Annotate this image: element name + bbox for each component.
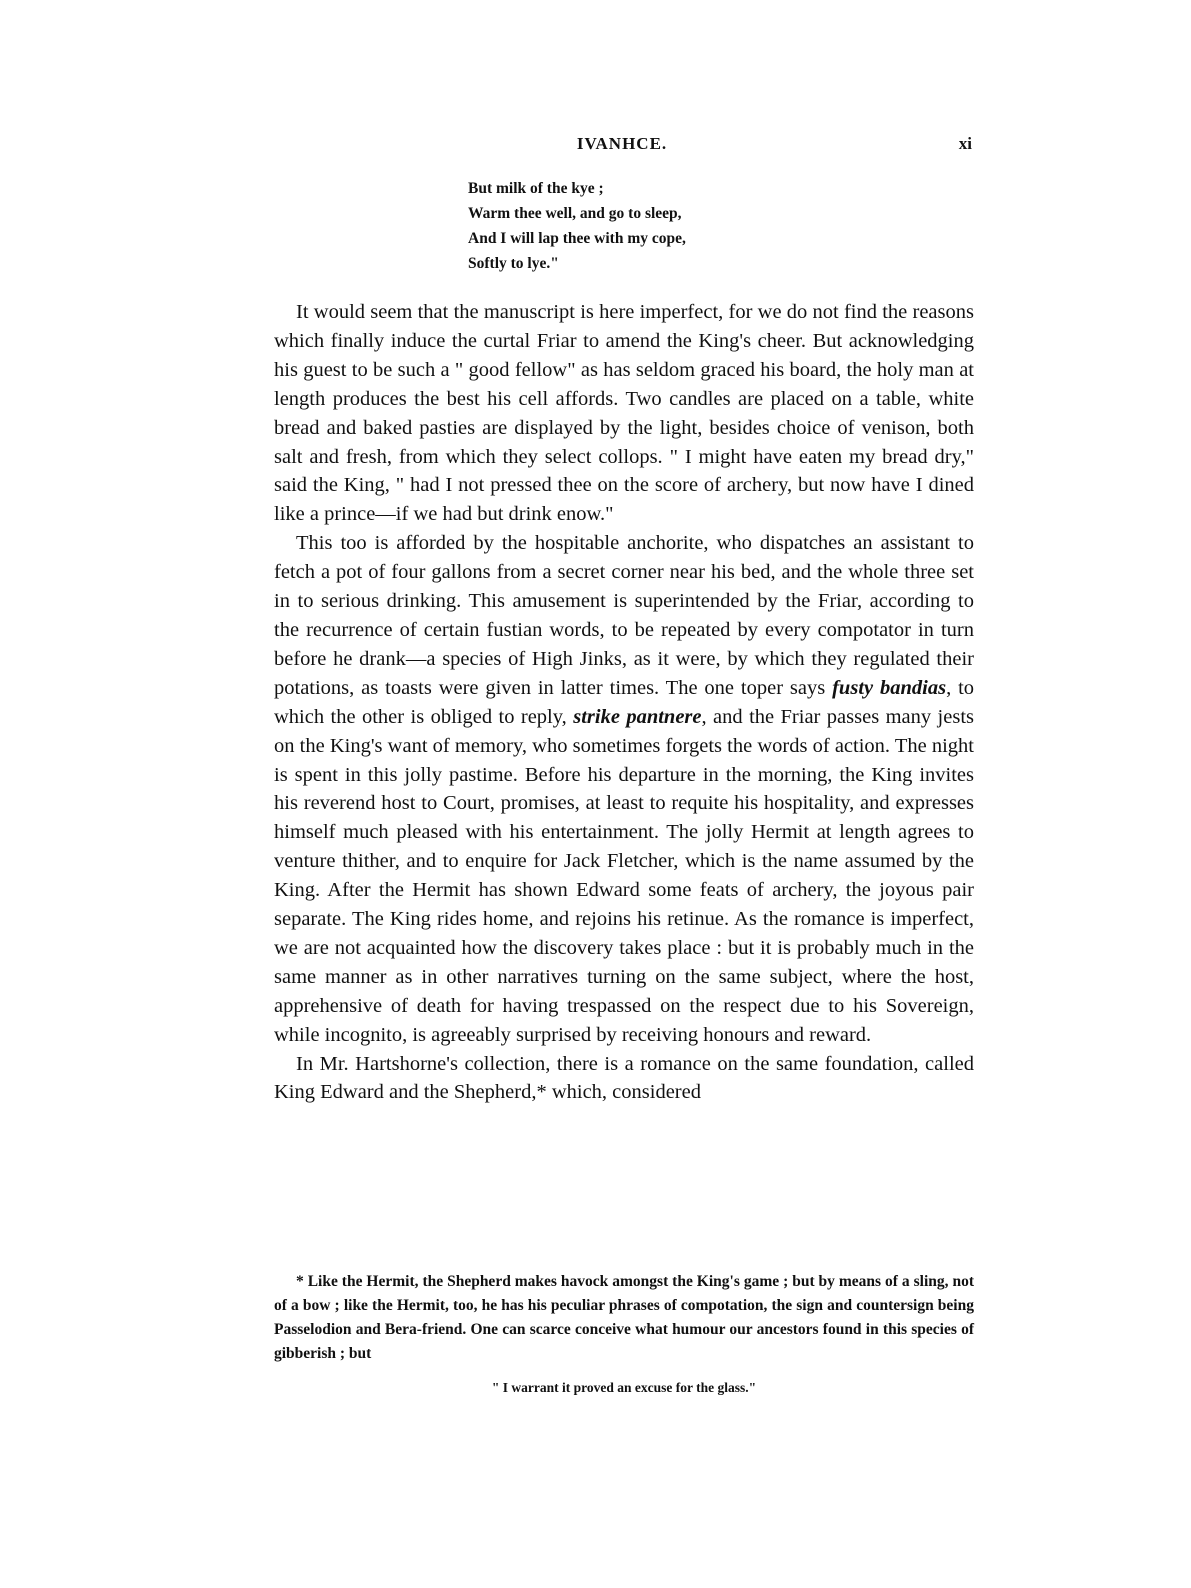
- running-title: IVANHCE.: [576, 134, 668, 153]
- body-text: [274, 298, 974, 1107]
- footnote: * Like the Hermit, the Shepherd makes havock amongst the King's game ; but by means of a sling, not of a bow ; like the Hermit, too, he has his peculiar phrases of compotation, the sign and countersign being Passelodion and Bera-friend. One can scarce conceive what humour our ancestors found in this species of gibberish ; but: [274, 1273, 974, 1362]
- paragraph-text: , and the Friar passes many jests on the King's want of memory, who sometimes forgets the words of action. The night is spent in this jolly pastime. Before his departure in the morning, the King invites his reverend host to Court, promises, at least to requite his hospitality, and expresses himself much pleased with his entertainment. The jolly Hermit at length agrees to venture thither, and to enquire for Jack Fletcher, which is the name assumed by the King. After the Hermit has shown Edward some feats of archery, the joyous pair separate. The King rides home, and rejoins his retinue. As the romance is imperfect, we are not acquainted how the discovery takes place : but it is probably much in the same manner as in other narratives turning on the same subject, where the host, apprehensive of death for having trespassed on the respect due to his Sovereign, while incognito, is agreeably surprised by receiving honours and reward.: [274, 705, 975, 1046]
- paragraph: [274, 529, 974, 1049]
- footnote-continuation: " I warrant it proved an excuse for the glass.": [491, 1380, 757, 1395]
- fustian-phrase: strike pantnere: [573, 705, 702, 728]
- paragraph: In Mr. Hartshorne's collection, there is a romance on the same foundation, called King Edward and the Shepherd,* which, considered: [274, 1052, 974, 1104]
- verse-line: Warm thee well, and go to sleep,: [468, 205, 682, 222]
- verse-line: But milk of the kye ;: [468, 180, 604, 197]
- paragraph-text: This too is afforded by the hospitable anchorite, who dispatches an assistant to fetch a pot of four gallons from a secret corner near his bed, and the whole three set in to serious drinking. This amusement is superintended by the Friar, according to the recurrence of certain fustian words, to be repeated by every compotator in turn before he drank—a species of High Jinks, as it were, by which they regulated their potations, as toasts were given in latter times. The one toper says: [274, 532, 974, 699]
- running-head: [272, 134, 972, 162]
- footnotes: [274, 1270, 974, 1400]
- verse-line: Softly to lye.": [468, 255, 559, 272]
- page-number: xi: [958, 134, 972, 153]
- verse-line: And I will lap thee with my cope,: [468, 230, 686, 247]
- fustian-phrase: fusty bandias: [832, 676, 947, 699]
- paragraph-text: , to which the other is obliged to reply,: [274, 676, 975, 728]
- paragraph: It would seem that the manuscript is here imperfect, for we do not find the reasons which finally induce the curtal Friar to amend the King's cheer. But acknowledging his guest to be such a " good fellow" as has seldom graced his board, the holy man at length produces the best his cell affords. Two candles are placed on a table, white bread and baked pasties are displayed by the light, besides choice of venison, both salt and fresh, from which they select collops. " I might have eaten my bread dry," said the King, " had I not pressed thee on the score of archery, but now have I dined like a prince—if we had but drink enow.": [274, 301, 974, 526]
- verse-quote: [468, 176, 888, 276]
